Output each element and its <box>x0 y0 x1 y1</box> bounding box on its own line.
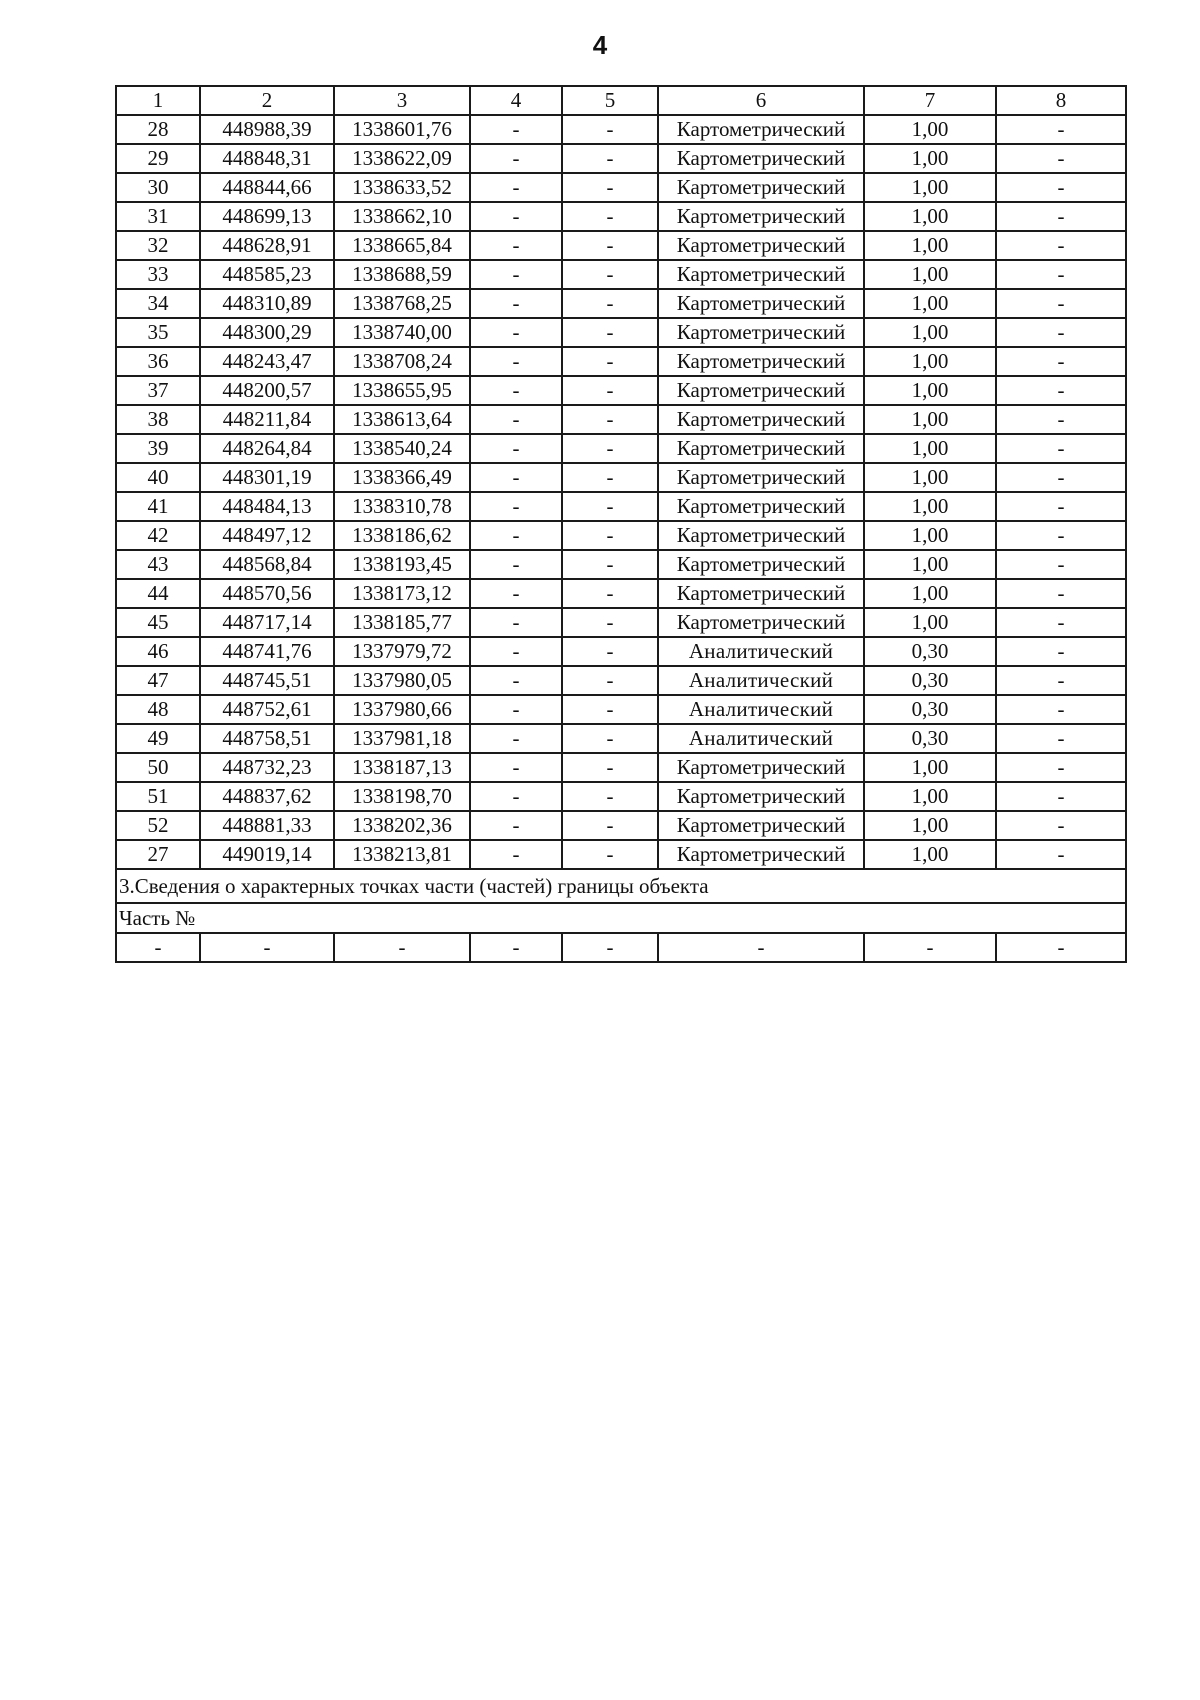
column-8-cell: - <box>996 289 1126 318</box>
point-number-cell: 44 <box>116 579 200 608</box>
x-coordinate-cell: 448758,51 <box>200 724 334 753</box>
y-coordinate-cell: 1338366,49 <box>334 463 470 492</box>
column-5-cell: - <box>562 492 658 521</box>
y-coordinate-cell: 1337979,72 <box>334 637 470 666</box>
column-header: 5 <box>562 86 658 115</box>
x-coordinate-cell: 448243,47 <box>200 347 334 376</box>
column-4-cell: - <box>470 637 562 666</box>
x-coordinate-cell: 448628,91 <box>200 231 334 260</box>
point-number-cell: 47 <box>116 666 200 695</box>
accuracy-cell: 1,00 <box>864 318 996 347</box>
accuracy-cell: 1,00 <box>864 173 996 202</box>
column-4-cell: - <box>470 144 562 173</box>
y-coordinate-cell: 1338633,52 <box>334 173 470 202</box>
accuracy-cell: 0,30 <box>864 666 996 695</box>
x-coordinate-cell: 448732,23 <box>200 753 334 782</box>
column-4-cell: - <box>470 347 562 376</box>
column-8-cell: - <box>996 550 1126 579</box>
method-cell: Картометрический <box>658 579 864 608</box>
y-coordinate-cell: 1337980,05 <box>334 666 470 695</box>
point-number-cell: 51 <box>116 782 200 811</box>
x-coordinate-cell: 448741,76 <box>200 637 334 666</box>
point-number-cell: 41 <box>116 492 200 521</box>
column-4-cell: - <box>470 376 562 405</box>
column-5-cell: - <box>562 608 658 637</box>
x-coordinate-cell: 449019,14 <box>200 840 334 869</box>
column-5-cell: - <box>562 724 658 753</box>
x-coordinate-cell: 448988,39 <box>200 115 334 144</box>
method-cell: Картометрический <box>658 782 864 811</box>
table-row <box>116 579 1126 608</box>
x-coordinate-cell: 448881,33 <box>200 811 334 840</box>
y-coordinate-cell: 1338662,10 <box>334 202 470 231</box>
y-coordinate-cell: 1337981,18 <box>334 724 470 753</box>
y-coordinate-cell: 1338202,36 <box>334 811 470 840</box>
table-row <box>116 347 1126 376</box>
table-row <box>116 637 1126 666</box>
section-row <box>116 869 1126 903</box>
column-8-cell: - <box>996 231 1126 260</box>
table-row <box>116 144 1126 173</box>
accuracy-cell: 1,00 <box>864 144 996 173</box>
accuracy-cell: 1,00 <box>864 405 996 434</box>
point-number-cell: 36 <box>116 347 200 376</box>
y-coordinate-cell: 1338193,45 <box>334 550 470 579</box>
table-row <box>116 434 1126 463</box>
accuracy-cell: 1,00 <box>864 492 996 521</box>
column-header: 1 <box>116 86 200 115</box>
column-8-cell: - <box>996 115 1126 144</box>
x-coordinate-cell: 448300,29 <box>200 318 334 347</box>
table-row <box>116 695 1126 724</box>
column-8-cell: - <box>996 318 1126 347</box>
y-coordinate-cell: 1338173,12 <box>334 579 470 608</box>
column-4-cell: - <box>470 579 562 608</box>
x-coordinate-cell: 448310,89 <box>200 289 334 318</box>
column-4-cell: - <box>470 202 562 231</box>
point-number-cell: 37 <box>116 376 200 405</box>
empty-cell: - <box>470 933 562 962</box>
table-row <box>116 608 1126 637</box>
x-coordinate-cell: 448752,61 <box>200 695 334 724</box>
method-cell: Картометрический <box>658 521 864 550</box>
accuracy-cell: 1,00 <box>864 347 996 376</box>
accuracy-cell: 1,00 <box>864 579 996 608</box>
point-number-cell: 35 <box>116 318 200 347</box>
point-number-cell: 49 <box>116 724 200 753</box>
method-cell: Картометрический <box>658 492 864 521</box>
column-4-cell: - <box>470 695 562 724</box>
y-coordinate-cell: 1338185,77 <box>334 608 470 637</box>
point-number-cell: 29 <box>116 144 200 173</box>
method-cell: Картометрический <box>658 231 864 260</box>
y-coordinate-cell: 1338540,24 <box>334 434 470 463</box>
y-coordinate-cell: 1338198,70 <box>334 782 470 811</box>
column-8-cell: - <box>996 405 1126 434</box>
x-coordinate-cell: 448568,84 <box>200 550 334 579</box>
point-number-cell: 45 <box>116 608 200 637</box>
column-5-cell: - <box>562 579 658 608</box>
table-row <box>116 550 1126 579</box>
table-row <box>116 289 1126 318</box>
x-coordinate-cell: 448848,31 <box>200 144 334 173</box>
part-label: Часть № <box>116 903 1126 933</box>
y-coordinate-cell: 1338213,81 <box>334 840 470 869</box>
column-4-cell: - <box>470 608 562 637</box>
y-coordinate-cell: 1338740,00 <box>334 318 470 347</box>
accuracy-cell: 1,00 <box>864 376 996 405</box>
column-5-cell: - <box>562 463 658 492</box>
column-5-cell: - <box>562 753 658 782</box>
method-cell: Картометрический <box>658 173 864 202</box>
method-cell: Картометрический <box>658 405 864 434</box>
point-number-cell: 38 <box>116 405 200 434</box>
table-row <box>116 492 1126 521</box>
point-number-cell: 33 <box>116 260 200 289</box>
x-coordinate-cell: 448484,13 <box>200 492 334 521</box>
table-row <box>116 724 1126 753</box>
column-4-cell: - <box>470 492 562 521</box>
x-coordinate-cell: 448211,84 <box>200 405 334 434</box>
x-coordinate-cell: 448301,19 <box>200 463 334 492</box>
table-row <box>116 231 1126 260</box>
column-5-cell: - <box>562 840 658 869</box>
column-5-cell: - <box>562 434 658 463</box>
column-5-cell: - <box>562 202 658 231</box>
method-cell: Картометрический <box>658 144 864 173</box>
y-coordinate-cell: 1338622,09 <box>334 144 470 173</box>
point-number-cell: 43 <box>116 550 200 579</box>
y-coordinate-cell: 1338665,84 <box>334 231 470 260</box>
point-number-cell: 34 <box>116 289 200 318</box>
point-number-cell: 27 <box>116 840 200 869</box>
accuracy-cell: 0,30 <box>864 637 996 666</box>
table-row <box>116 666 1126 695</box>
method-cell: Картометрический <box>658 289 864 318</box>
method-cell: Картометрический <box>658 376 864 405</box>
method-cell: Аналитический <box>658 695 864 724</box>
column-8-cell: - <box>996 202 1126 231</box>
method-cell: Картометрический <box>658 347 864 376</box>
column-8-cell: - <box>996 579 1126 608</box>
column-4-cell: - <box>470 434 562 463</box>
column-5-cell: - <box>562 811 658 840</box>
empty-cell: - <box>996 933 1126 962</box>
column-8-cell: - <box>996 695 1126 724</box>
x-coordinate-cell: 448264,84 <box>200 434 334 463</box>
x-coordinate-cell: 448585,23 <box>200 260 334 289</box>
point-number-cell: 32 <box>116 231 200 260</box>
column-header: 2 <box>200 86 334 115</box>
column-8-cell: - <box>996 724 1126 753</box>
method-cell: Картометрический <box>658 608 864 637</box>
method-cell: Картометрический <box>658 840 864 869</box>
column-5-cell: - <box>562 521 658 550</box>
column-header: 7 <box>864 86 996 115</box>
accuracy-cell: 1,00 <box>864 550 996 579</box>
accuracy-cell: 1,00 <box>864 289 996 318</box>
y-coordinate-cell: 1338655,95 <box>334 376 470 405</box>
y-coordinate-cell: 1338708,24 <box>334 347 470 376</box>
column-4-cell: - <box>470 289 562 318</box>
accuracy-cell: 1,00 <box>864 782 996 811</box>
column-5-cell: - <box>562 347 658 376</box>
column-4-cell: - <box>470 753 562 782</box>
column-8-cell: - <box>996 434 1126 463</box>
accuracy-cell: 1,00 <box>864 231 996 260</box>
accuracy-cell: 1,00 <box>864 608 996 637</box>
method-cell: Картометрический <box>658 550 864 579</box>
method-cell: Аналитический <box>658 666 864 695</box>
page-number: 4 <box>592 30 608 60</box>
column-8-cell: - <box>996 173 1126 202</box>
method-cell: Картометрический <box>658 434 864 463</box>
column-header: 3 <box>334 86 470 115</box>
accuracy-cell: 1,00 <box>864 753 996 782</box>
x-coordinate-cell: 448200,57 <box>200 376 334 405</box>
column-4-cell: - <box>470 260 562 289</box>
y-coordinate-cell: 1338613,64 <box>334 405 470 434</box>
table-row <box>116 202 1126 231</box>
y-coordinate-cell: 1338601,76 <box>334 115 470 144</box>
method-cell: Картометрический <box>658 753 864 782</box>
method-cell: Картометрический <box>658 811 864 840</box>
point-number-cell: 52 <box>116 811 200 840</box>
x-coordinate-cell: 448844,66 <box>200 173 334 202</box>
x-coordinate-cell: 448745,51 <box>200 666 334 695</box>
column-5-cell: - <box>562 666 658 695</box>
column-4-cell: - <box>470 811 562 840</box>
x-coordinate-cell: 448497,12 <box>200 521 334 550</box>
empty-cell: - <box>334 933 470 962</box>
column-5-cell: - <box>562 289 658 318</box>
column-header: 8 <box>996 86 1126 115</box>
column-8-cell: - <box>996 492 1126 521</box>
boundary-points-table <box>115 85 1127 963</box>
column-5-cell: - <box>562 550 658 579</box>
table-row <box>116 782 1126 811</box>
column-4-cell: - <box>470 724 562 753</box>
point-number-cell: 42 <box>116 521 200 550</box>
y-coordinate-cell: 1338688,59 <box>334 260 470 289</box>
column-4-cell: - <box>470 666 562 695</box>
table-header-row <box>116 86 1126 115</box>
column-4-cell: - <box>470 463 562 492</box>
table-row <box>116 753 1126 782</box>
empty-cell: - <box>200 933 334 962</box>
method-cell: Картометрический <box>658 202 864 231</box>
y-coordinate-cell: 1338310,78 <box>334 492 470 521</box>
accuracy-cell: 1,00 <box>864 115 996 144</box>
table-row <box>116 521 1126 550</box>
accuracy-cell: 1,00 <box>864 521 996 550</box>
accuracy-cell: 1,00 <box>864 463 996 492</box>
column-5-cell: - <box>562 695 658 724</box>
column-4-cell: - <box>470 840 562 869</box>
y-coordinate-cell: 1338186,62 <box>334 521 470 550</box>
column-8-cell: - <box>996 463 1126 492</box>
column-5-cell: - <box>562 115 658 144</box>
column-8-cell: - <box>996 608 1126 637</box>
column-5-cell: - <box>562 260 658 289</box>
column-5-cell: - <box>562 231 658 260</box>
section-title: 3.Сведения о характерных точках части (частей) границы объекта <box>116 869 1126 903</box>
column-5-cell: - <box>562 376 658 405</box>
point-number-cell: 48 <box>116 695 200 724</box>
column-5-cell: - <box>562 782 658 811</box>
accuracy-cell: 1,00 <box>864 202 996 231</box>
column-4-cell: - <box>470 521 562 550</box>
point-number-cell: 39 <box>116 434 200 463</box>
column-5-cell: - <box>562 318 658 347</box>
table-row <box>116 376 1126 405</box>
accuracy-cell: 1,00 <box>864 434 996 463</box>
column-8-cell: - <box>996 347 1126 376</box>
x-coordinate-cell: 448570,56 <box>200 579 334 608</box>
x-coordinate-cell: 448699,13 <box>200 202 334 231</box>
point-number-cell: 31 <box>116 202 200 231</box>
column-8-cell: - <box>996 260 1126 289</box>
table-body <box>116 86 1126 962</box>
table-row <box>116 405 1126 434</box>
column-4-cell: - <box>470 115 562 144</box>
empty-cell: - <box>562 933 658 962</box>
method-cell: Картометрический <box>658 260 864 289</box>
table-row <box>116 463 1126 492</box>
column-4-cell: - <box>470 782 562 811</box>
column-5-cell: - <box>562 173 658 202</box>
table-row <box>116 115 1126 144</box>
x-coordinate-cell: 448837,62 <box>200 782 334 811</box>
empty-cell: - <box>658 933 864 962</box>
empty-cell: - <box>864 933 996 962</box>
column-8-cell: - <box>996 840 1126 869</box>
column-header: 4 <box>470 86 562 115</box>
column-5-cell: - <box>562 144 658 173</box>
column-5-cell: - <box>562 637 658 666</box>
point-number-cell: 46 <box>116 637 200 666</box>
method-cell: Картометрический <box>658 318 864 347</box>
accuracy-cell: 0,30 <box>864 695 996 724</box>
column-4-cell: - <box>470 173 562 202</box>
column-8-cell: - <box>996 666 1126 695</box>
column-8-cell: - <box>996 521 1126 550</box>
point-number-cell: 28 <box>116 115 200 144</box>
column-4-cell: - <box>470 318 562 347</box>
column-header: 6 <box>658 86 864 115</box>
method-cell: Картометрический <box>658 115 864 144</box>
point-number-cell: 30 <box>116 173 200 202</box>
part-row <box>116 903 1126 933</box>
point-number-cell: 50 <box>116 753 200 782</box>
table-row <box>116 318 1126 347</box>
column-4-cell: - <box>470 405 562 434</box>
column-8-cell: - <box>996 637 1126 666</box>
table-row <box>116 840 1126 869</box>
empty-part-row <box>116 933 1126 962</box>
table-row <box>116 260 1126 289</box>
method-cell: Аналитический <box>658 724 864 753</box>
accuracy-cell: 1,00 <box>864 260 996 289</box>
column-8-cell: - <box>996 144 1126 173</box>
column-8-cell: - <box>996 782 1126 811</box>
method-cell: Картометрический <box>658 463 864 492</box>
column-4-cell: - <box>470 550 562 579</box>
column-8-cell: - <box>996 376 1126 405</box>
accuracy-cell: 1,00 <box>864 811 996 840</box>
column-8-cell: - <box>996 811 1126 840</box>
table-row <box>116 811 1126 840</box>
column-8-cell: - <box>996 753 1126 782</box>
column-5-cell: - <box>562 405 658 434</box>
point-number-cell: 40 <box>116 463 200 492</box>
x-coordinate-cell: 448717,14 <box>200 608 334 637</box>
y-coordinate-cell: 1337980,66 <box>334 695 470 724</box>
column-4-cell: - <box>470 231 562 260</box>
empty-cell: - <box>116 933 200 962</box>
table-row <box>116 173 1126 202</box>
accuracy-cell: 1,00 <box>864 840 996 869</box>
y-coordinate-cell: 1338187,13 <box>334 753 470 782</box>
accuracy-cell: 0,30 <box>864 724 996 753</box>
y-coordinate-cell: 1338768,25 <box>334 289 470 318</box>
method-cell: Аналитический <box>658 637 864 666</box>
